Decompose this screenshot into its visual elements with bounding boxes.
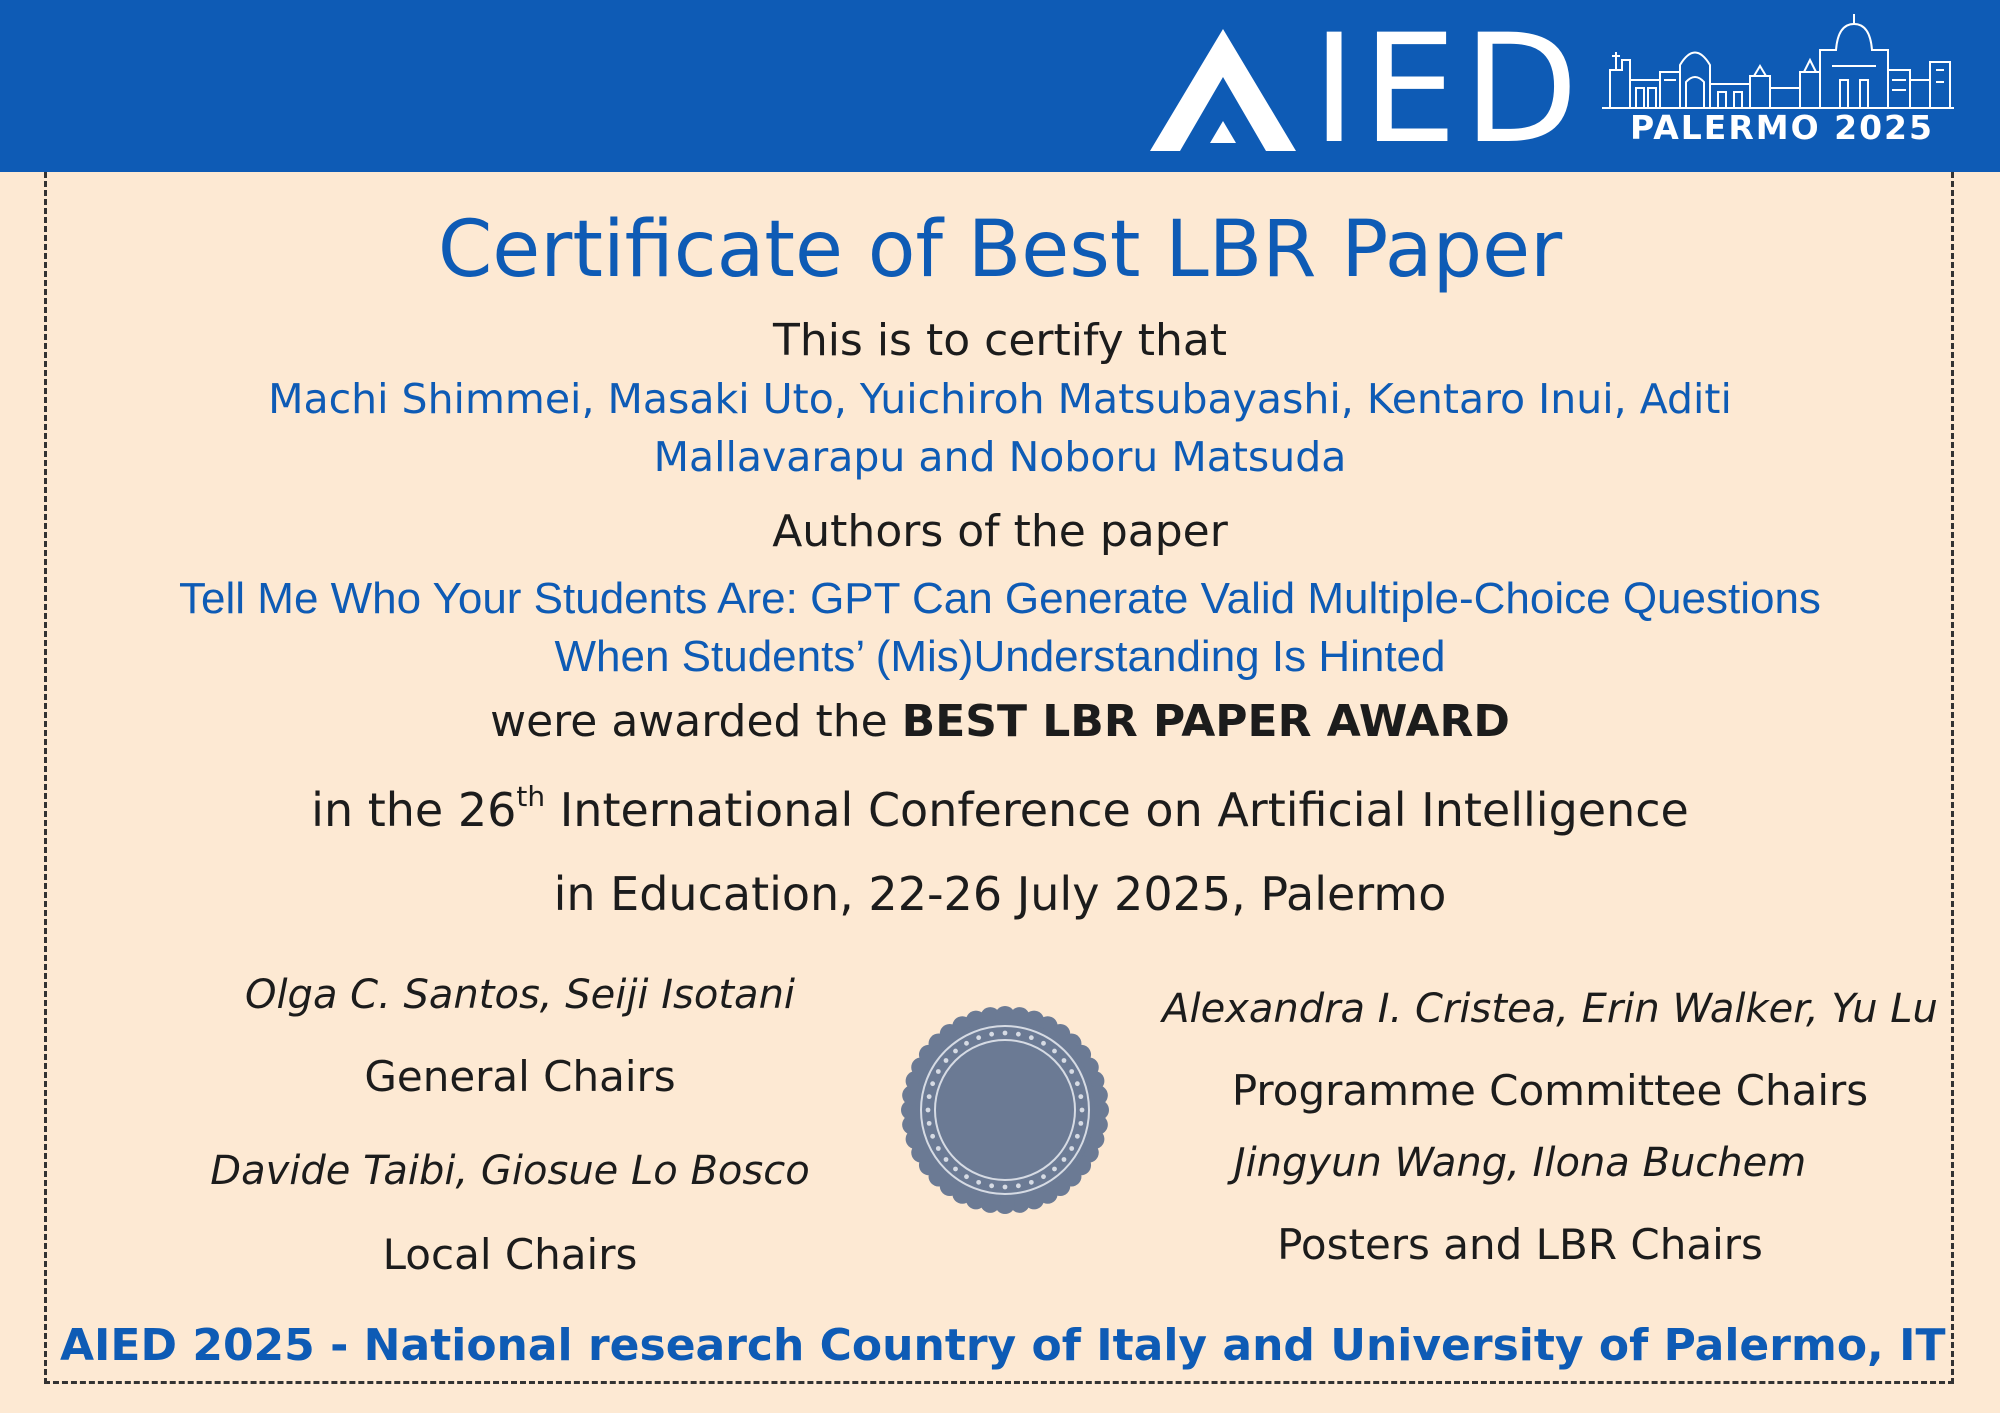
general-chairs-role: General Chairs bbox=[364, 1052, 676, 1101]
pc-chairs-role: Programme Committee Chairs bbox=[1231, 1066, 1869, 1115]
palermo-skyline-icon bbox=[1600, 10, 1956, 110]
header-banner bbox=[0, 0, 2000, 177]
conference-line-2: in Education, 22-26 July 2025, Palermo bbox=[553, 867, 1447, 921]
seal-icon bbox=[900, 1005, 1110, 1215]
edition-label: PALERMO 2025 bbox=[1630, 108, 1934, 147]
conference-line-1 bbox=[60, 780, 1940, 837]
logo-a-icon bbox=[1148, 25, 1298, 155]
award-name: BEST LBR PAPER AWARD bbox=[901, 696, 1510, 747]
local-chairs-role: Local Chairs bbox=[382, 1230, 638, 1279]
paper-title-line-1: Tell Me Who Your Students Are: GPT Can Generate Valid Multiple-Choice Questions bbox=[179, 574, 1821, 623]
posters-chairs-role: Posters and LBR Chairs bbox=[1277, 1220, 1763, 1269]
logo-text: IED bbox=[1312, 2, 1585, 177]
certificate-title: Certificate of Best LBR Paper bbox=[437, 205, 1563, 295]
paper-title-line-2: When Students’ (Mis)Understanding Is Hinted bbox=[554, 632, 1446, 681]
certify-intro: This is to certify that bbox=[772, 315, 1228, 366]
aied-logo bbox=[1148, 2, 1585, 177]
footer-organizer: AIED 2025 - National research Country of Italy and University of Palermo, IT bbox=[60, 1320, 1946, 1371]
conf-name: International Conference on Artificial Intelligence bbox=[545, 783, 1689, 837]
paper-label: Authors of the paper bbox=[772, 506, 1228, 557]
pc-chairs-names: Alexandra I. Cristea, Erin Walker, Yu Lu bbox=[1162, 986, 1938, 1032]
authors-line-1: Machi Shimmei, Masaki Uto, Yuichiroh Matsubayashi, Kentaro Inui, Aditi bbox=[268, 375, 1732, 423]
conf-prefix: in the 26 bbox=[311, 783, 517, 837]
general-chairs-names: Olga C. Santos, Seiji Isotani bbox=[244, 972, 796, 1018]
award-prefix: were awarded the bbox=[490, 696, 902, 747]
posters-chairs-names: Jingyun Wang, Ilona Buchem bbox=[1233, 1140, 1807, 1186]
conf-ordinal: th bbox=[516, 780, 546, 813]
local-chairs-names: Davide Taibi, Giosue Lo Bosco bbox=[210, 1148, 810, 1194]
award-statement bbox=[60, 696, 1940, 747]
authors-line-2: Mallavarapu and Noboru Matsuda bbox=[653, 433, 1347, 481]
